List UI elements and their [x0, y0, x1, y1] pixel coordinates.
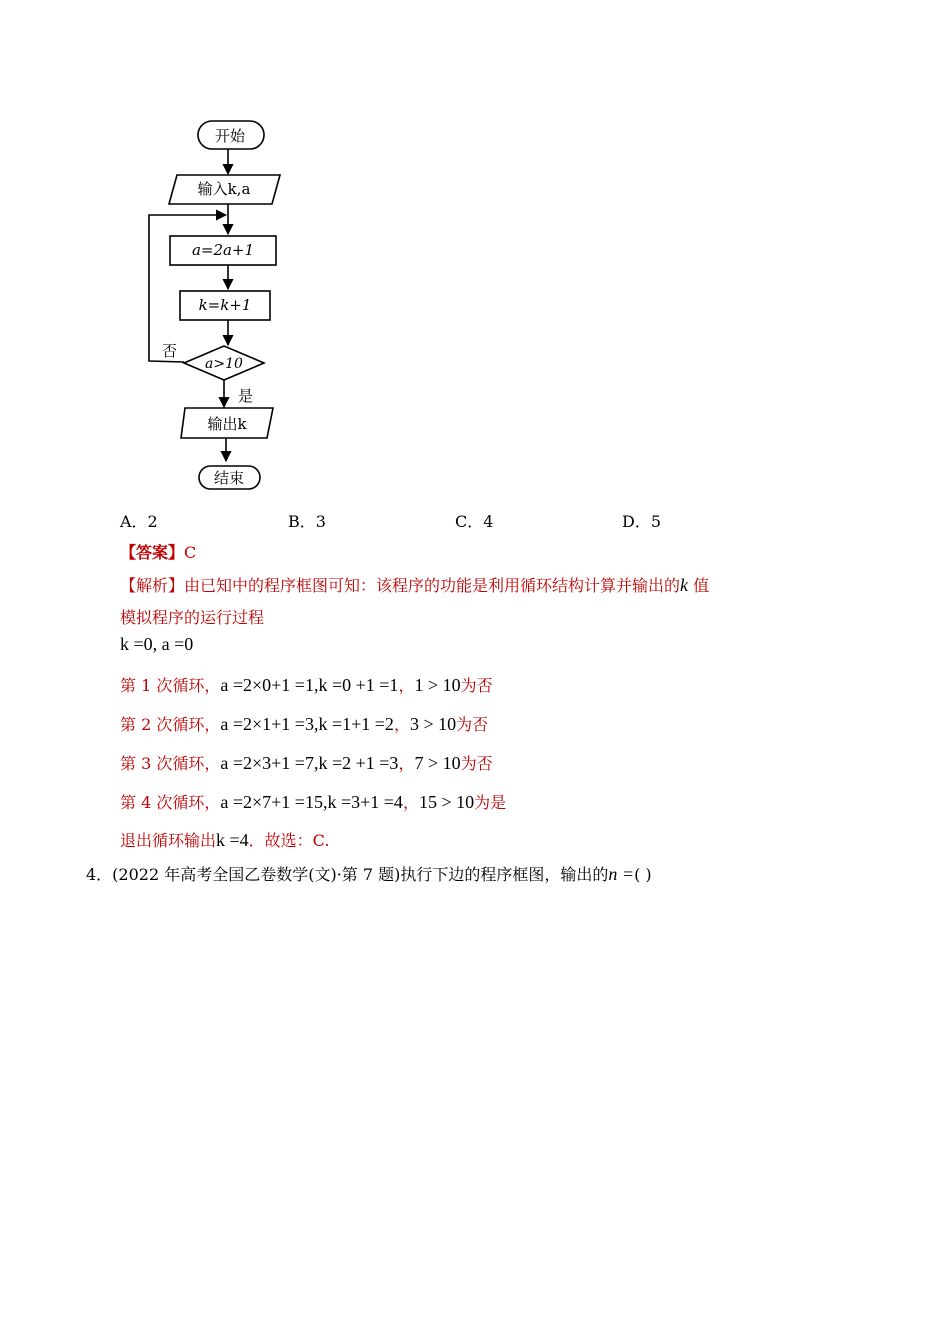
input-label: 输入k,a	[197, 180, 251, 198]
output-label: 输出k	[207, 415, 247, 433]
loop-k-expr: k =3+1 =4	[327, 792, 403, 812]
loop-label: 第 2 次循环，	[120, 715, 221, 734]
exit-prefix: 退出循环输出	[120, 831, 217, 850]
question-4	[86, 862, 652, 885]
loop-1: 第 1 次循环，a =2×0+1 =1,k =0 +1 =1，1 > 10为否	[120, 675, 493, 695]
end-label: 结束	[213, 469, 245, 487]
loop-compare: 7 > 10	[414, 753, 461, 773]
answer-value: C	[184, 543, 197, 562]
yes-label: 是	[238, 387, 254, 405]
loop-k-expr: k =1+1 =2	[318, 714, 394, 734]
loop-back-line	[149, 215, 226, 362]
loop-2: 第 2 次循环，a =2×1+1 =3,k =1+1 =2，3 > 10为否	[120, 714, 489, 734]
loop-a-expr: a =2×7+1 =15	[220, 792, 323, 812]
loop-label: 第 4 次循环，	[120, 793, 221, 812]
init-values: k =0, a =0	[120, 634, 194, 654]
loop-label: 第 1 次循环，	[120, 676, 221, 695]
assign-k-label: k=k+1	[198, 296, 252, 314]
loop-a-expr: a =2×1+1 =3	[220, 714, 314, 734]
loop-compare: 1 > 10	[414, 675, 461, 695]
question-blank: ( )	[634, 865, 652, 884]
answer-line	[120, 540, 196, 563]
option-c: C．4	[455, 512, 494, 531]
assign-a-label: a=2a+1	[191, 241, 255, 259]
loop-label: 第 3 次循环，	[120, 754, 221, 773]
no-label: 否	[162, 342, 178, 360]
option-a: A．2	[120, 512, 158, 531]
loop-k-expr: k =2 +1 =3	[318, 753, 399, 773]
analysis-line-1	[120, 573, 709, 596]
answer-options	[0, 509, 950, 531]
analysis-text: 由已知中的程序框图可知：该程序的功能是利用循环结构计算并输出的	[184, 576, 681, 595]
loop-compare: 3 > 10	[409, 714, 457, 734]
loop-result: 为否	[460, 754, 493, 773]
exit-line	[120, 828, 329, 851]
loop-a-expr: a =2×3+1 =7	[220, 753, 314, 773]
answer-tag: 【答案】	[120, 543, 185, 562]
option-b: B．3	[288, 512, 326, 531]
analysis-tag: 【解析】	[120, 576, 185, 595]
loop-compare: 15 > 10	[418, 792, 475, 812]
analysis-tail: 值	[688, 576, 710, 595]
start-label: 开始	[214, 127, 246, 145]
loop-result: 为否	[456, 715, 489, 734]
loop-k-expr: k =0 +1 =1	[318, 675, 399, 695]
analysis-line-2: 模拟程序的运行过程	[120, 608, 265, 627]
question-var: n =	[608, 864, 635, 884]
flowchart	[140, 112, 310, 497]
condition-label: a>10	[205, 356, 243, 372]
question-text: 4．(2022 年高考全国乙卷数学(文)·第 7 题)执行下边的程序框图，输出的	[86, 865, 609, 884]
loop-result: 为是	[474, 793, 507, 812]
loop-a-expr: a =2×0+1 =1	[220, 675, 314, 695]
loop-result: 为否	[460, 676, 493, 695]
option-d: D．5	[622, 512, 662, 531]
loop-4: 第 4 次循环，a =2×7+1 =15,k =3+1 =4，15 > 10为是	[120, 792, 507, 812]
exit-expr: k =4	[216, 830, 249, 850]
analysis-var-k: k	[680, 575, 689, 595]
exit-suffix: ．故选：C.	[248, 831, 330, 850]
loop-3: 第 3 次循环，a =2×3+1 =7,k =2 +1 =3，7 > 10为否	[120, 753, 493, 773]
